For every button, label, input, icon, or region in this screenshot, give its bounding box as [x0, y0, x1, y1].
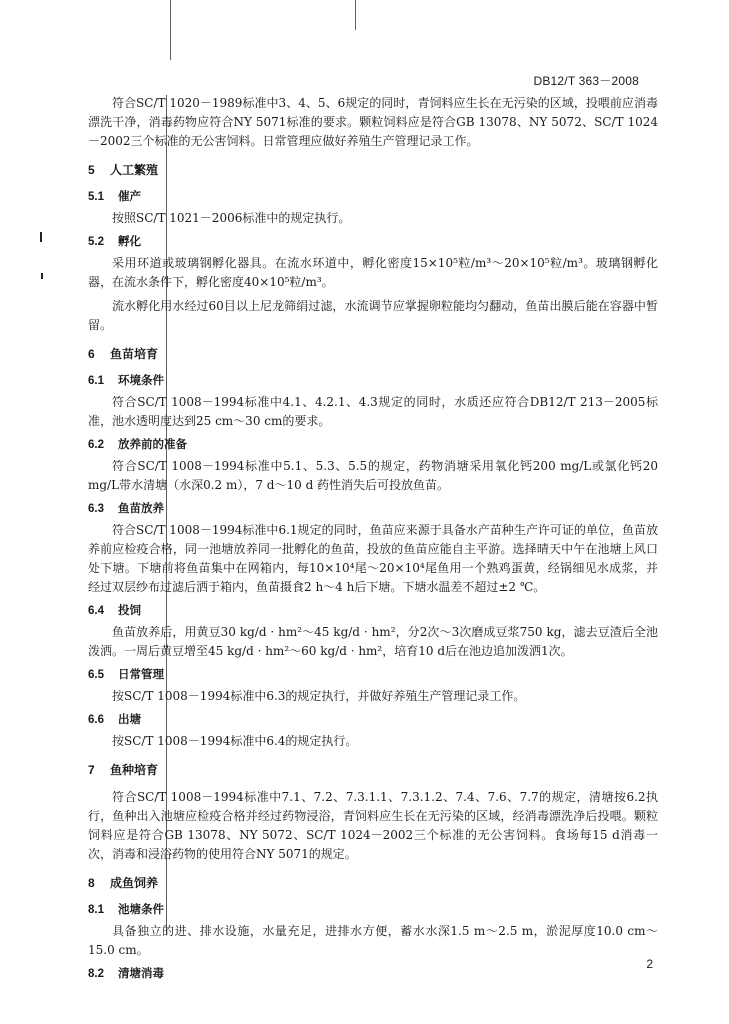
subsection-title: 放养前的准备 — [118, 439, 187, 451]
subsection-paragraph: 具备独立的进、排水设施，水量充足，进排水方便，蓄水水深1.5 m～2.5 m，淤泥厚度10.0 cm～15.0 cm。 — [88, 924, 658, 957]
scan-line — [355, 0, 356, 30]
continuation-paragraph: 符合SC/T 1020－1989标准中3、4、5、6规定的同时，青饲料应生长在无污染的区域，投喂前应消毒漂洗干净，消毒药物应符合NY 5071标准的要求。颗粒饲料应是符合GB 13078、NY 5072、SC/T 1024－2002三个标准的无公害饲料。日常管理应做好养殖生产管理记录工作。 — [88, 96, 658, 148]
section-heading — [88, 761, 658, 780]
subsection-title: 清塘消毒 — [118, 968, 164, 980]
subsection-title: 环境条件 — [118, 375, 164, 387]
subsection-number: 6.3 — [88, 503, 104, 515]
section-heading — [88, 161, 658, 180]
section-title: 鱼苗培育 — [110, 347, 159, 361]
scan-mark — [40, 232, 42, 242]
subsection-title: 出塘 — [118, 714, 141, 726]
subsection-number: 5.1 — [88, 191, 104, 203]
section-title: 成鱼饲养 — [110, 876, 159, 890]
subsection-number: 6.2 — [88, 439, 104, 451]
subsection-number: 6.6 — [88, 714, 104, 726]
subsection-heading — [88, 436, 658, 455]
subsection-title: 孵化 — [118, 236, 141, 248]
document-body — [88, 94, 658, 986]
subsection-number: 6.4 — [88, 605, 104, 617]
standard-code: DB12/T 363－2008 — [533, 74, 639, 88]
subsection-number: 6.1 — [88, 375, 104, 387]
subsection-heading — [88, 372, 658, 391]
subsection-paragraph: 按SC/T 1008－1994标准中6.4的规定执行。 — [112, 734, 358, 748]
subsection-heading — [88, 965, 658, 984]
subsection-title: 日常管理 — [118, 669, 164, 681]
subsection-number: 8.1 — [88, 904, 104, 916]
subsection-heading — [88, 188, 658, 207]
subsection-paragraph: 按SC/T 1008－1994标准中6.3的规定执行，并做好养殖生产管理记录工作。 — [112, 689, 526, 703]
section-number: 5 — [88, 163, 95, 177]
subsection-paragraph: 采用环道或玻璃钢孵化器具。在流水环道中，孵化密度15×10⁵粒/m³～20×10⁵粒/m³。玻璃钢孵化器，在流水条件下，孵化密度40×10⁵粒/m³。 — [88, 256, 658, 289]
subsection-heading — [88, 500, 658, 519]
subsection-heading — [88, 666, 658, 685]
section-title: 人工繁殖 — [110, 163, 159, 177]
subsection-paragraph: 流水孵化用水经过60目以上尼龙筛绢过滤，水流调节应掌握卵粒能均匀翻动，鱼苗出膜后能在容器中暂留。 — [88, 299, 658, 332]
subsection-title: 催产 — [118, 191, 141, 203]
subsection-number: 8.2 — [88, 968, 104, 980]
page-number: 2 — [646, 957, 653, 971]
section-paragraph: 符合SC/T 1008－1994标准中7.1、7.2、7.3.1.1、7.3.1.2、7.4、7.6、7.7的规定，清塘按6.2执行，鱼种出入池塘应检疫合格并经过药物浸浴，青饲料应生长在无污染的区域，经消毒漂洗净后投喂。颗粒饲料应是符合GB 13078、NY 5072、SC/T 1024－2002三个标准的无公害饲料。食场每15 d消毒一次，消毒和浸浴药物的使用符合NY 5071的规定。 — [88, 790, 658, 861]
scan-line — [170, 0, 171, 60]
section-title: 鱼种培育 — [110, 763, 159, 777]
section-number: 7 — [88, 763, 95, 777]
subsection-paragraph: 按照SC/T 1021－2006标准中的规定执行。 — [112, 211, 351, 225]
subsection-heading — [88, 711, 658, 730]
section-heading — [88, 874, 658, 893]
subsection-paragraph: 鱼苗放养后，用黄豆30 kg/d · hm²～45 kg/d · hm²，分2次～3次磨成豆浆750 kg，滤去豆渣后全池泼洒。一周后黄豆增至45 kg/d · hm²～60 kg/d · hm²，培育10 d后在池边追加泼洒1次。 — [88, 625, 658, 658]
scan-mark — [41, 273, 43, 279]
subsection-paragraph: 符合SC/T 1008－1994标准中4.1、4.2.1、4.3规定的同时，水质还应符合DB12/T 213－2005标准，池水透明度达到25 cm～30 cm的要求。 — [88, 395, 658, 428]
section-number: 8 — [88, 876, 95, 890]
section-number: 6 — [88, 347, 95, 361]
subsection-heading — [88, 901, 658, 920]
section-heading — [88, 345, 658, 364]
subsection-number: 6.5 — [88, 669, 104, 681]
subsection-heading — [88, 602, 658, 621]
subsection-heading — [88, 233, 658, 252]
subsection-paragraph: 符合SC/T 1008－1994标准中5.1、5.3、5.5的规定，药物消塘采用氧化钙200 mg/L或氯化钙20 mg/L带水清塘（水深0.2 m），7 d～10 d 药性消失后可投放鱼苗。 — [88, 459, 658, 492]
subsection-title: 池塘条件 — [118, 904, 164, 916]
subsection-number: 5.2 — [88, 236, 104, 248]
subsection-paragraph: 符合SC/T 1008－1994标准中6.1规定的同时，鱼苗应来源于具备水产苗种生产许可证的单位，鱼苗放养前应检疫合格，同一池塘放养同一批孵化的鱼苗，投放的鱼苗应能自主平游。选择晴天中午在池塘上风口处下塘。下塘前将鱼苗集中在网箱内，每10×10⁴尾～20×10⁴尾鱼用一个熟鸡蛋黄，经锅细见水成浆，并经过双层纱布过滤后洒于箱内，鱼苗摄食2 h～4 h后下塘。下塘水温差不超过±2 ℃。 — [88, 523, 658, 594]
subsection-title: 投饲 — [118, 605, 141, 617]
subsection-title: 鱼苗放养 — [118, 503, 164, 515]
